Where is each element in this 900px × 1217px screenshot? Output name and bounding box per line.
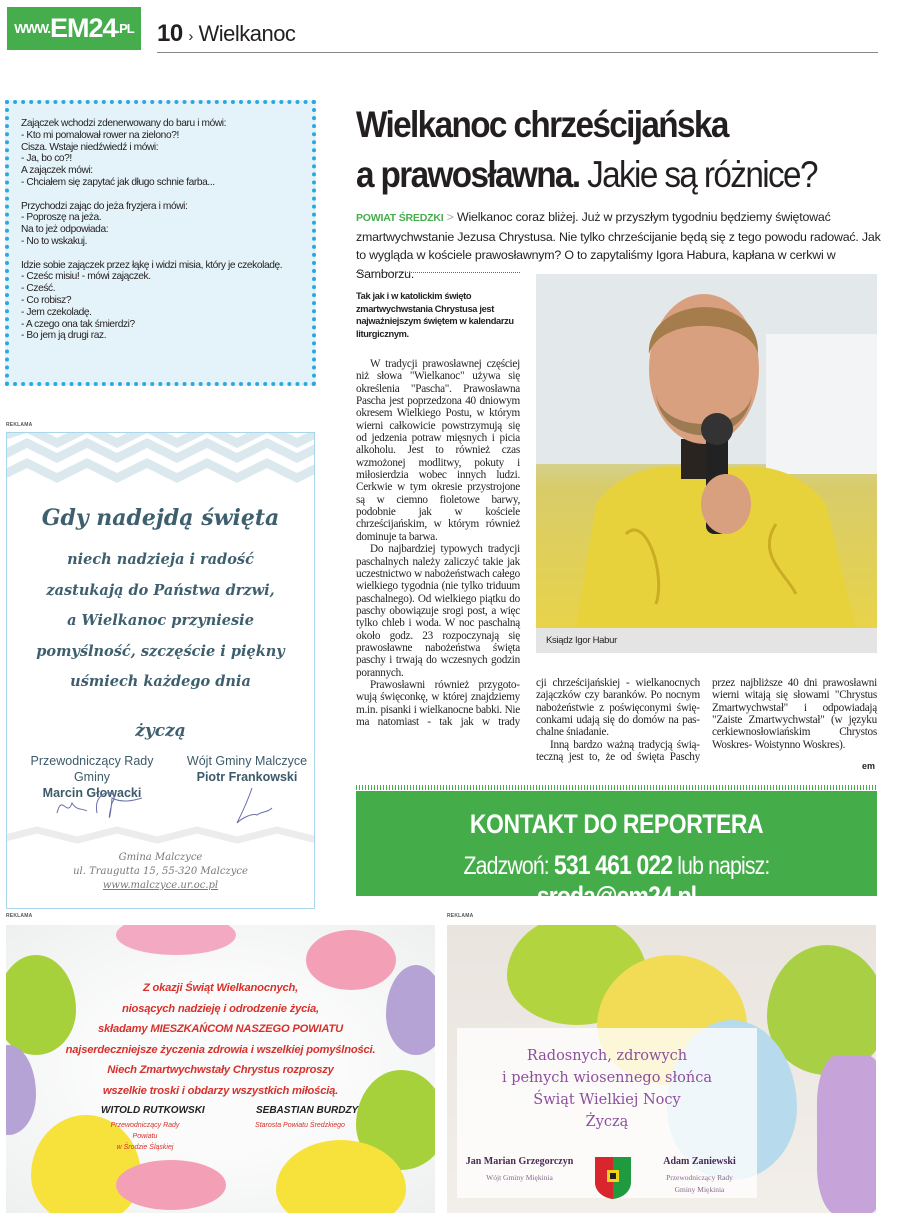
- joke-line: - Ja, bo co?!: [21, 153, 72, 165]
- article-title: [356, 100, 817, 200]
- signer-role: Wójt Gminy Miękinia: [486, 1173, 553, 1182]
- photo-priest: [536, 274, 877, 628]
- wish-line: niech nadzieja i radość: [67, 551, 254, 568]
- joke-line: Idzie sobie zajączek przez łąkę i widzi misia, który je czekoladę.: [21, 259, 283, 271]
- wish-line: Świąt Wielkiej Nocy: [533, 1092, 681, 1108]
- role-line: Przewodniczący Rady: [666, 1173, 733, 1182]
- ad-wishes: [457, 1045, 757, 1133]
- wish-line: Radosnych, zdrowych: [526, 1048, 688, 1064]
- email-link[interactable]: sroda@em24.pl: [536, 881, 697, 911]
- signature-2: [232, 783, 282, 828]
- wish-line: Życzą: [585, 1114, 629, 1130]
- article-column-3: [712, 677, 877, 751]
- flower-decoration: [116, 925, 236, 955]
- joke-line: - Co robisz?: [21, 294, 72, 306]
- ad-powiat: [6, 925, 435, 1213]
- title-line: [356, 150, 817, 200]
- signer-name: SEBASTIAN BURDZY: [256, 1105, 359, 1116]
- priest-image: [536, 274, 877, 628]
- wish-line: wszelkie troski i obdarzy wszystkich miłością.: [102, 1084, 339, 1097]
- role-line: Gminy Miękinia: [674, 1185, 725, 1194]
- joke-line: Zajączek wchodzi zdenerwowany do baru i mówi:: [21, 118, 227, 129]
- joke-line: - Jem czekoladę.: [21, 306, 92, 318]
- ad-wish-word: życzą: [135, 721, 186, 741]
- joke-line: - Kto mi pomalował rower na zielono?!: [21, 129, 179, 141]
- paragraph: W tradycji prawosławnej częściej niż słowa "Wielkanoc" używa się określenia "Pascha". Prawosławna Pascha jest poprzedzona 40 dniowym okresem Wielkiego Postu, w którym wierni całkowicie powstrzymują się od jedzenia potraw mięsnych i picia alkoholu. Jest to również czas wzmożonej modlitwy, pokuty i miłosierdzia wobec innych ludzi. Cerkwie w tym okresie przystrojone są w ciemno fioletowe barwy, podobnie jak w kościele chrześcijańskim, w którym również dominuje ta barwa.: [356, 358, 520, 543]
- joke-line: - Cześc misiu! - mówi zajączek.: [21, 271, 151, 283]
- wish-line: składamy MIESZKAŃCOM NASZEGO POWIATU: [98, 1023, 343, 1035]
- title-light: Jakie są różnice?: [579, 154, 817, 195]
- signer-name: Marcin Głowacki: [42, 786, 142, 800]
- ad-wishes: [6, 978, 435, 1101]
- wish-line: zastukają do Państwa drzwi,: [46, 581, 275, 599]
- flower-decoration: [817, 1055, 876, 1213]
- joke-line: - Bo jem ją drugi raz.: [21, 330, 107, 342]
- signer-role: Wójt Gminy Malczyce: [186, 754, 308, 768]
- joke-gap: [21, 248, 300, 260]
- ad-label: REKLAMA: [6, 422, 33, 428]
- joke-line: Cisza. Wstaje niedźwiedź i mówi:: [21, 141, 159, 153]
- arrow-icon: >: [446, 210, 454, 224]
- title-bold: a prawosławna.: [356, 154, 580, 195]
- signer-name: WITOLD RUTKOWSKI: [101, 1105, 205, 1116]
- joke-line: Przychodzi zając do jeża fryzjera i mówi:: [21, 200, 188, 212]
- flower-decoration: [116, 1160, 226, 1210]
- signer-name: Adam Zaniewski: [663, 1156, 736, 1167]
- zigzag-decoration: [7, 825, 314, 845]
- signer-role: Starosta Powiatu Średzkiego: [255, 1122, 345, 1129]
- joke-line: - A czego ona tak śmierdzi?: [21, 318, 135, 330]
- dotted-divider: [356, 272, 520, 273]
- joke-line: - Cześć.: [21, 283, 56, 295]
- signer-role: [642, 1172, 757, 1196]
- contact-title: KONTAKT DO REPORTERA: [469, 809, 764, 839]
- contact-line: [395, 850, 838, 912]
- wish-line: najserdeczniejsze życzenia zdrowia i wszelkiej pomyślności.: [65, 1043, 376, 1056]
- ad-label: REKLAMA: [6, 913, 33, 919]
- article-column-1: [356, 358, 520, 728]
- signature-1: [52, 783, 152, 828]
- signer-2: [182, 753, 312, 785]
- wish-line: i pełnych wiosennego słońca: [501, 1070, 713, 1086]
- joke-line: Na to jeż odpowiada:: [21, 224, 109, 236]
- role-line: w Środzie Śląskiej: [116, 1144, 174, 1151]
- signer-role: Przewodniczący Rady Gminy: [30, 754, 154, 784]
- ad-title: Gdy nadejdą święta: [41, 505, 280, 531]
- address: ul. Traugutta 15, 55-320 Malczyce: [73, 866, 248, 877]
- role-line: Przewodniczący Rady Powiatu: [110, 1122, 180, 1140]
- paragraph: Prawosławni również przygotowują święconkę, w której znajdziemy m.in. pisanki i wielkanocne babki. Nie ma natomiast - tak jak w trady: [356, 678, 520, 728]
- wish-line: Niech Zmartwychwstały Chrystus rozproszy: [107, 1064, 334, 1076]
- org-name: Gmina Malczyce: [118, 852, 203, 863]
- wish-panel: [457, 1028, 757, 1198]
- author-signature: em: [862, 761, 876, 771]
- wish-line: Z okazji Świąt Wielkanocnych,: [142, 982, 299, 994]
- coat-of-arms-icon: [594, 1156, 632, 1200]
- contact-box: [356, 785, 877, 911]
- header-rule: [157, 52, 878, 53]
- signer-name: Piotr Frankowski: [196, 770, 298, 784]
- jokes-box: [5, 100, 316, 386]
- photo-caption: Ksiądz Igor Habur: [536, 628, 877, 653]
- joke-line: - Chciałem się zapytać jak długo schnie farba...: [21, 176, 215, 188]
- paragraph: cji chrześcijańskiej - wielkanocnych zajączków czy baranków. Po nocnym nabożeństwie z poświęconymi święconkami udają się do domów na paschalne śniadanie.: [536, 677, 700, 739]
- wish-line: a Wielkanoc przyniesie: [67, 612, 254, 629]
- paragraph: Inną bardzo ważną tradycją świąteczną jest to, że od święta Paschy: [536, 738, 700, 764]
- kicker: POWIAT ŚREDZKI: [356, 212, 444, 224]
- signer-role: [101, 1120, 189, 1153]
- ad-miekinia: [447, 925, 876, 1213]
- ad-wishes: [7, 545, 314, 698]
- zigzag-decoration: [7, 433, 314, 493]
- em24-logo[interactable]: WWW. EM 24 .PL: [7, 7, 141, 50]
- article-column-2: [536, 677, 700, 763]
- call-label: Zadzwoń:: [463, 852, 554, 880]
- wish-line: niosących nadzieję i odrodzenie życia,: [122, 1002, 319, 1015]
- joke-gap: [21, 189, 300, 201]
- or-label: lub napisz:: [672, 852, 770, 880]
- ad-address: [7, 851, 314, 893]
- joke-line: A zajączek mówi:: [21, 165, 93, 177]
- paragraph: Do najbardziej typowych tradycji paschalnych należy zaliczyć takie jak uczestnictwo w nabożeństwach całego wielkiego tygodnia (nie tylko triduum paschalnego). Od wielkiego piątku do paschy obowiązuje srogi post, a więc tylko chleb i woda. W noc paschalną około godz. 23 rozpoczynają się prawosławne nabożeństwa święta paschy i trwają do wczesnych godzin porannych.: [356, 543, 520, 679]
- separator: ›: [188, 28, 193, 45]
- section-name: Wielkanoc: [198, 21, 296, 46]
- wish-line: pomyślność, szczęście i piękny: [36, 642, 285, 660]
- signer-name: Jan Marian Grzegorczyn: [465, 1156, 574, 1167]
- phone-link[interactable]: 531 461 022: [553, 850, 673, 880]
- paragraph: przez najbliższe 40 dni prawosławni wierni witają się słowami "Chrystus Zmartwychwstał" i odpowiadają "Zaiste Zmartwychwstał" (w języku cerkiewnosłowiańskim Chrystos Woskres- Woistynno Woskres).: [712, 677, 877, 751]
- title-line: Wielkanoc chrześcijańska: [356, 104, 728, 145]
- joke-line: - Poproszę na jeża.: [21, 212, 102, 224]
- page-header: [157, 20, 295, 48]
- wish-line: uśmiech każdego dnia: [70, 673, 251, 690]
- ad-label: REKLAMA: [447, 913, 474, 919]
- article-intro: Tak jak i w katolickim święto zmartwychwstania Chrystusa jest najważniejszym świętem w kalendarzu liturgicznym.: [356, 291, 514, 339]
- joke-line: - No to wskakuj.: [21, 235, 88, 247]
- ad-malczyce: [6, 432, 315, 909]
- website-link[interactable]: www.malczyce.ur.oc.pl: [102, 880, 219, 891]
- lead-text: Wielkanoc coraz bliżej. Już w przyszłym tygodniu będziemy świętować zmartwychwstanie Jezusa Chrystusa. Nie tylko chrześcijanie będą się z tego powodu radować. Jak to wygląda w kościele prawosławnym? O to zapytaliśmy Igora Habura, kapłana w cerkwi w Samborzu.: [356, 210, 881, 281]
- page-number: 10: [157, 20, 183, 47]
